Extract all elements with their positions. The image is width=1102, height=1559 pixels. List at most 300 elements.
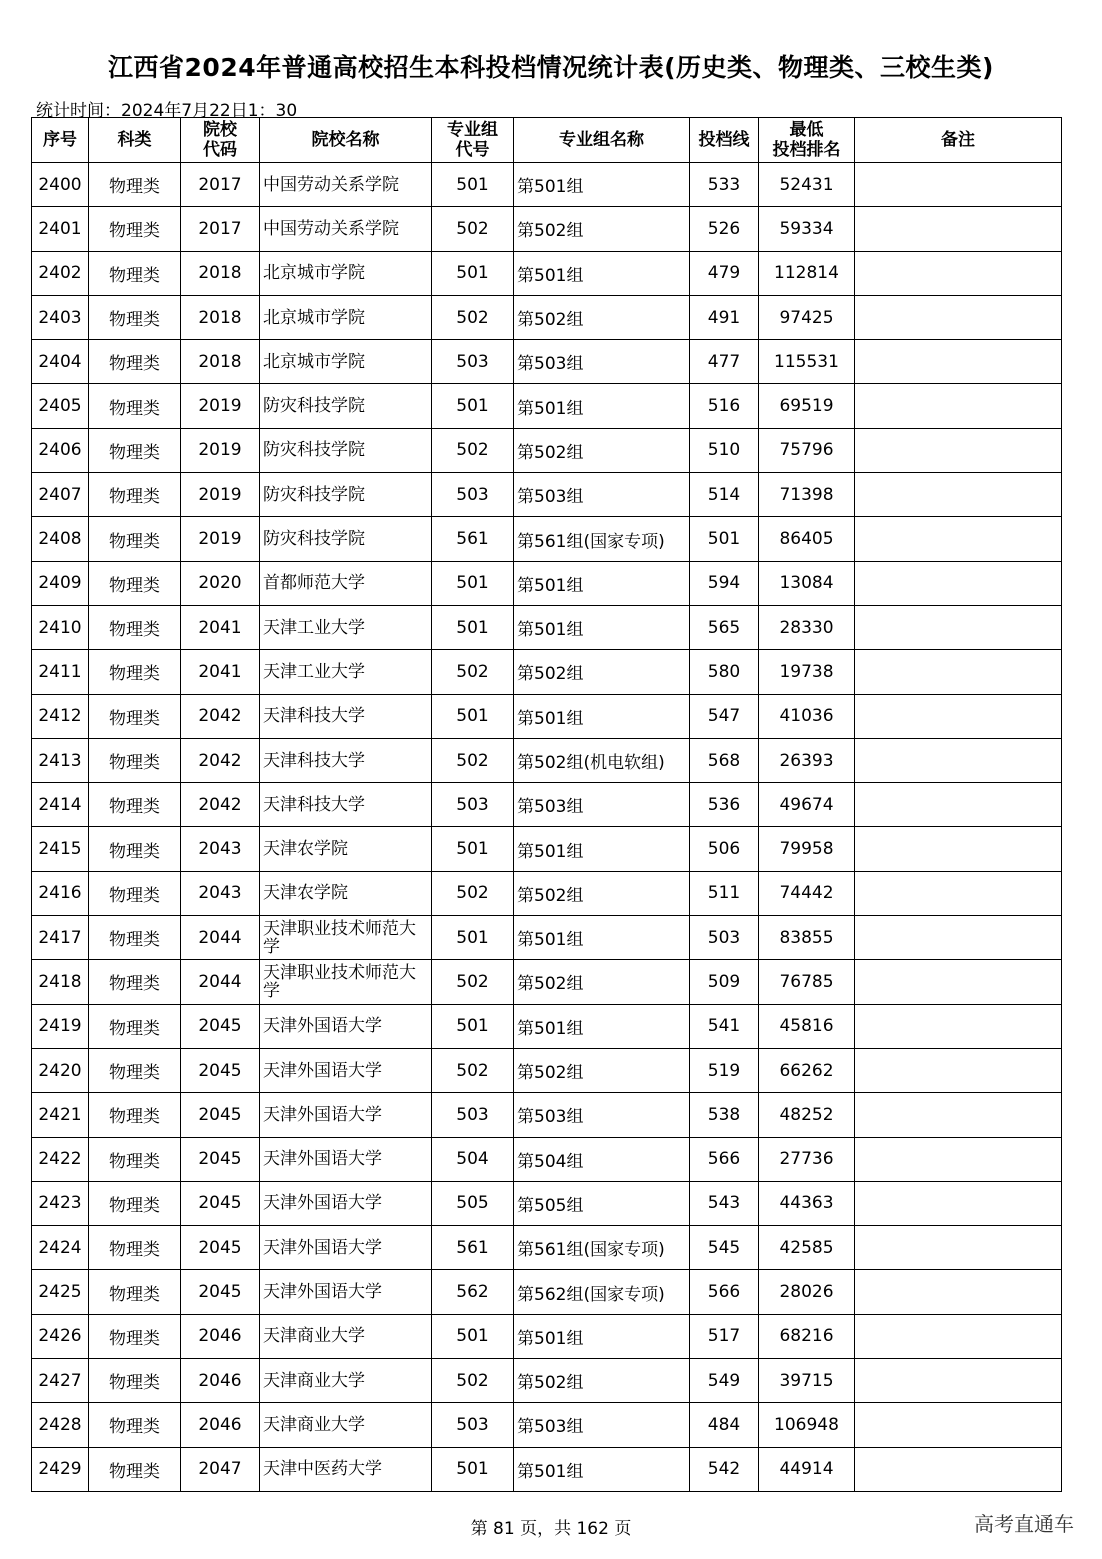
cell-school-name: 天津外国语大学 [260, 1048, 432, 1092]
table-row [32, 1447, 1062, 1491]
cell-category: 物理类 [89, 517, 181, 561]
cell-group-name: 第501组 [514, 827, 690, 871]
table-row [32, 517, 1062, 561]
cell-score: 568 [690, 738, 759, 782]
cell-group-name: 第502组 [514, 1359, 690, 1403]
cell-remark [855, 384, 1062, 428]
cell-school-name: 北京城市学院 [260, 295, 432, 339]
cell-category: 物理类 [89, 163, 181, 207]
cell-school-code: 2046 [181, 1403, 260, 1447]
cell-school-code: 2044 [181, 916, 260, 960]
cell-remark [855, 561, 1062, 605]
cell-remark [855, 1048, 1062, 1092]
cell-category: 物理类 [89, 1314, 181, 1358]
cell-category: 物理类 [89, 384, 181, 428]
cell-school-code: 2042 [181, 738, 260, 782]
cell-category: 物理类 [89, 1137, 181, 1181]
cell-category: 物理类 [89, 605, 181, 649]
cell-category: 物理类 [89, 738, 181, 782]
table-row [32, 960, 1062, 1004]
cell-group-name: 第502组 [514, 207, 690, 251]
cell-school-code: 2042 [181, 694, 260, 738]
cell-score: 477 [690, 340, 759, 384]
cell-category: 物理类 [89, 871, 181, 915]
cell-group-code: 501 [432, 916, 514, 960]
cell-school-name: 天津职业技术师范大学 [260, 960, 432, 1004]
header-rank-text: 最低 投档排名 [772, 120, 841, 160]
cell-group-name: 第501组 [514, 1314, 690, 1358]
cell-school-name: 防灾科技学院 [260, 428, 432, 472]
cell-category: 物理类 [89, 340, 181, 384]
table-row [32, 827, 1062, 871]
cell-group-name: 第503组 [514, 1403, 690, 1447]
cell-seq: 2414 [32, 783, 89, 827]
cell-seq: 2416 [32, 871, 89, 915]
cell-rank: 76785 [759, 960, 855, 1004]
cell-group-code: 502 [432, 207, 514, 251]
cell-seq: 2428 [32, 1403, 89, 1447]
cell-group-code: 503 [432, 1093, 514, 1137]
table-row [32, 1004, 1062, 1048]
cell-group-code: 561 [432, 1226, 514, 1270]
cell-seq: 2410 [32, 605, 89, 649]
cell-school-name: 天津外国语大学 [260, 1093, 432, 1137]
cell-rank: 59334 [759, 207, 855, 251]
cell-rank: 66262 [759, 1048, 855, 1092]
cell-seq: 2418 [32, 960, 89, 1004]
cell-remark [855, 1093, 1062, 1137]
table-row [32, 1270, 1062, 1314]
cell-score: 541 [690, 1004, 759, 1048]
cell-rank: 74442 [759, 871, 855, 915]
cell-group-name: 第502组 [514, 428, 690, 472]
cell-category: 物理类 [89, 960, 181, 1004]
cell-category: 物理类 [89, 783, 181, 827]
cell-school-code: 2018 [181, 340, 260, 384]
cell-category: 物理类 [89, 1447, 181, 1491]
cell-seq: 2412 [32, 694, 89, 738]
cell-seq: 2402 [32, 251, 89, 295]
cell-score: 503 [690, 916, 759, 960]
cell-group-name: 第502组 [514, 871, 690, 915]
cell-remark [855, 1447, 1062, 1491]
cell-seq: 2408 [32, 517, 89, 561]
cell-score: 501 [690, 517, 759, 561]
cell-group-name: 第503组 [514, 473, 690, 517]
cell-group-code: 501 [432, 561, 514, 605]
cell-group-name: 第501组 [514, 605, 690, 649]
cell-school-code: 2045 [181, 1226, 260, 1270]
cell-school-code: 2045 [181, 1048, 260, 1092]
cell-school-code: 2020 [181, 561, 260, 605]
cell-remark [855, 1004, 1062, 1048]
cell-seq: 2419 [32, 1004, 89, 1048]
cell-school-name: 天津科技大学 [260, 694, 432, 738]
cell-seq: 2425 [32, 1270, 89, 1314]
cell-school-name: 天津外国语大学 [260, 1004, 432, 1048]
cell-group-code: 502 [432, 295, 514, 339]
cell-seq: 2407 [32, 473, 89, 517]
cell-seq: 2417 [32, 916, 89, 960]
table-row [32, 163, 1062, 207]
cell-rank: 26393 [759, 738, 855, 782]
cell-group-code: 501 [432, 1004, 514, 1048]
cell-group-name: 第501组 [514, 916, 690, 960]
cell-rank: 79958 [759, 827, 855, 871]
cell-school-code: 2045 [181, 1137, 260, 1181]
cell-score: 549 [690, 1359, 759, 1403]
table-row [32, 207, 1062, 251]
table-row [32, 605, 1062, 649]
cell-school-name: 中国劳动关系学院 [260, 163, 432, 207]
table-row [32, 251, 1062, 295]
cell-remark [855, 650, 1062, 694]
cell-school-code: 2019 [181, 384, 260, 428]
cell-group-code: 501 [432, 384, 514, 428]
header-group-code-text: 专业组 代号 [447, 120, 498, 160]
cell-seq: 2406 [32, 428, 89, 472]
cell-rank: 71398 [759, 473, 855, 517]
table-row [32, 295, 1062, 339]
cell-group-code: 503 [432, 1403, 514, 1447]
cell-remark [855, 1314, 1062, 1358]
cell-school-code: 2042 [181, 783, 260, 827]
cell-score: 565 [690, 605, 759, 649]
header-group-name: 专业组名称 [514, 118, 690, 163]
cell-school-code: 2045 [181, 1181, 260, 1225]
cell-rank: 48252 [759, 1093, 855, 1137]
cell-group-name: 第501组 [514, 251, 690, 295]
cell-seq: 2403 [32, 295, 89, 339]
cell-seq: 2411 [32, 650, 89, 694]
cell-category: 物理类 [89, 207, 181, 251]
cell-rank: 69519 [759, 384, 855, 428]
cell-seq: 2400 [32, 163, 89, 207]
cell-score: 509 [690, 960, 759, 1004]
cell-group-name: 第502组(机电软组) [514, 738, 690, 782]
cell-seq: 2409 [32, 561, 89, 605]
cell-group-name: 第502组 [514, 960, 690, 1004]
cell-rank: 44363 [759, 1181, 855, 1225]
cell-rank: 97425 [759, 295, 855, 339]
cell-category: 物理类 [89, 1004, 181, 1048]
cell-group-name: 第562组(国家专项) [514, 1270, 690, 1314]
table-row [32, 384, 1062, 428]
cell-group-code: 502 [432, 1359, 514, 1403]
cell-group-code: 502 [432, 738, 514, 782]
cell-seq: 2426 [32, 1314, 89, 1358]
cell-group-code: 502 [432, 650, 514, 694]
cell-group-name: 第504组 [514, 1137, 690, 1181]
header-school-code-text: 院校 代码 [203, 120, 237, 160]
cell-school-code: 2047 [181, 1447, 260, 1491]
cell-remark [855, 605, 1062, 649]
table-row [32, 1314, 1062, 1358]
cell-rank: 75796 [759, 428, 855, 472]
cell-remark [855, 473, 1062, 517]
table-row [32, 1137, 1062, 1181]
cell-school-code: 2046 [181, 1359, 260, 1403]
cell-remark [855, 916, 1062, 960]
cell-remark [855, 340, 1062, 384]
cell-score: 547 [690, 694, 759, 738]
cell-group-code: 501 [432, 1314, 514, 1358]
header-category: 科类 [89, 118, 181, 163]
cell-score: 506 [690, 827, 759, 871]
cell-group-name: 第561组(国家专项) [514, 1226, 690, 1270]
cell-school-code: 2017 [181, 163, 260, 207]
table-row [32, 428, 1062, 472]
cell-school-name: 天津农学院 [260, 871, 432, 915]
cell-group-name: 第505组 [514, 1181, 690, 1225]
cell-remark [855, 1270, 1062, 1314]
cell-school-name: 天津工业大学 [260, 650, 432, 694]
table-row [32, 783, 1062, 827]
cell-rank: 41036 [759, 694, 855, 738]
cell-group-code: 505 [432, 1181, 514, 1225]
cell-remark [855, 1403, 1062, 1447]
cell-group-code: 501 [432, 694, 514, 738]
cell-seq: 2401 [32, 207, 89, 251]
cell-group-code: 503 [432, 340, 514, 384]
cell-category: 物理类 [89, 1048, 181, 1092]
cell-seq: 2404 [32, 340, 89, 384]
cell-group-code: 502 [432, 960, 514, 1004]
cell-score: 484 [690, 1403, 759, 1447]
cell-category: 物理类 [89, 1359, 181, 1403]
cell-category: 物理类 [89, 1181, 181, 1225]
cell-category: 物理类 [89, 251, 181, 295]
cell-school-name: 天津外国语大学 [260, 1137, 432, 1181]
cell-school-name: 天津中医药大学 [260, 1447, 432, 1491]
cell-school-name: 防灾科技学院 [260, 473, 432, 517]
cell-score: 566 [690, 1137, 759, 1181]
cell-group-name: 第501组 [514, 163, 690, 207]
cell-group-code: 501 [432, 163, 514, 207]
cell-school-code: 2043 [181, 827, 260, 871]
cell-school-code: 2043 [181, 871, 260, 915]
cell-school-code: 2046 [181, 1314, 260, 1358]
cell-school-name: 天津商业大学 [260, 1403, 432, 1447]
table-row [32, 916, 1062, 960]
cell-school-code: 2019 [181, 428, 260, 472]
cell-rank: 83855 [759, 916, 855, 960]
cell-category: 物理类 [89, 827, 181, 871]
cell-category: 物理类 [89, 1270, 181, 1314]
cell-school-name: 天津职业技术师范大学 [260, 916, 432, 960]
cell-category: 物理类 [89, 694, 181, 738]
cell-seq: 2429 [32, 1447, 89, 1491]
cell-group-name: 第561组(国家专项) [514, 517, 690, 561]
cell-score: 594 [690, 561, 759, 605]
cell-seq: 2422 [32, 1137, 89, 1181]
cell-rank: 42585 [759, 1226, 855, 1270]
cell-rank: 86405 [759, 517, 855, 561]
cell-school-name: 天津外国语大学 [260, 1226, 432, 1270]
cell-rank: 19738 [759, 650, 855, 694]
table-row [32, 1359, 1062, 1403]
table-body [32, 163, 1062, 1492]
table-row [32, 473, 1062, 517]
cell-school-name: 天津科技大学 [260, 738, 432, 782]
cell-school-code: 2041 [181, 605, 260, 649]
header-school-code [181, 118, 260, 163]
cell-remark [855, 827, 1062, 871]
cell-group-code: 503 [432, 783, 514, 827]
cell-group-code: 502 [432, 871, 514, 915]
cell-score: 533 [690, 163, 759, 207]
header-remark: 备注 [855, 118, 1062, 163]
cell-score: 491 [690, 295, 759, 339]
page-footer: 第 81 页，共 162 页 [470, 1519, 632, 1539]
cell-rank: 52431 [759, 163, 855, 207]
cell-score: 536 [690, 783, 759, 827]
cell-seq: 2420 [32, 1048, 89, 1092]
header-group-code [432, 118, 514, 163]
cell-rank: 13084 [759, 561, 855, 605]
header-score: 投档线 [690, 118, 759, 163]
cell-school-code: 2018 [181, 251, 260, 295]
cell-rank: 49674 [759, 783, 855, 827]
cell-school-code: 2045 [181, 1270, 260, 1314]
cell-group-code: 501 [432, 827, 514, 871]
table-row [32, 1403, 1062, 1447]
cell-seq: 2413 [32, 738, 89, 782]
cell-school-code: 2044 [181, 960, 260, 1004]
cell-score: 511 [690, 871, 759, 915]
cell-score: 543 [690, 1181, 759, 1225]
cell-school-name: 中国劳动关系学院 [260, 207, 432, 251]
cell-rank: 39715 [759, 1359, 855, 1403]
cell-group-name: 第503组 [514, 783, 690, 827]
cell-category: 物理类 [89, 1226, 181, 1270]
cell-remark [855, 1181, 1062, 1225]
table-row [32, 561, 1062, 605]
cell-school-name: 防灾科技学院 [260, 517, 432, 561]
cell-category: 物理类 [89, 916, 181, 960]
table-row [32, 1093, 1062, 1137]
cell-group-name: 第503组 [514, 340, 690, 384]
table-row [32, 738, 1062, 782]
cell-score: 510 [690, 428, 759, 472]
cell-remark [855, 251, 1062, 295]
cell-remark [855, 1137, 1062, 1181]
cell-category: 物理类 [89, 1403, 181, 1447]
cell-school-name: 天津工业大学 [260, 605, 432, 649]
cell-group-code: 561 [432, 517, 514, 561]
cell-rank: 27736 [759, 1137, 855, 1181]
cell-score: 514 [690, 473, 759, 517]
cell-remark [855, 960, 1062, 1004]
header-seq: 序号 [32, 118, 89, 163]
cell-group-name: 第502组 [514, 295, 690, 339]
cell-remark [855, 295, 1062, 339]
cell-school-name: 天津农学院 [260, 827, 432, 871]
cell-score: 538 [690, 1093, 759, 1137]
cell-rank: 68216 [759, 1314, 855, 1358]
cell-group-name: 第501组 [514, 1447, 690, 1491]
cell-remark [855, 428, 1062, 472]
cell-group-name: 第502组 [514, 650, 690, 694]
cell-remark [855, 207, 1062, 251]
cell-group-code: 501 [432, 251, 514, 295]
table-row [32, 1181, 1062, 1225]
cell-score: 526 [690, 207, 759, 251]
cell-group-code: 501 [432, 605, 514, 649]
cell-remark [855, 517, 1062, 561]
cell-group-name: 第501组 [514, 561, 690, 605]
cell-remark [855, 738, 1062, 782]
cell-school-code: 2045 [181, 1004, 260, 1048]
cell-group-name: 第501组 [514, 1004, 690, 1048]
cell-school-name: 天津商业大学 [260, 1314, 432, 1358]
cell-rank: 44914 [759, 1447, 855, 1491]
cell-rank: 28026 [759, 1270, 855, 1314]
cell-group-name: 第501组 [514, 694, 690, 738]
cell-rank: 115531 [759, 340, 855, 384]
cell-school-name: 天津科技大学 [260, 783, 432, 827]
cell-school-name: 天津外国语大学 [260, 1181, 432, 1225]
cell-rank: 106948 [759, 1403, 855, 1447]
cell-seq: 2421 [32, 1093, 89, 1137]
cell-seq: 2427 [32, 1359, 89, 1403]
table-row [32, 1226, 1062, 1270]
cell-school-code: 2041 [181, 650, 260, 694]
cell-school-name: 防灾科技学院 [260, 384, 432, 428]
cell-seq: 2423 [32, 1181, 89, 1225]
cell-group-code: 502 [432, 1048, 514, 1092]
cell-remark [855, 871, 1062, 915]
cell-group-code: 503 [432, 473, 514, 517]
cell-remark [855, 783, 1062, 827]
cell-category: 物理类 [89, 1093, 181, 1137]
cell-seq: 2405 [32, 384, 89, 428]
cell-school-code: 2017 [181, 207, 260, 251]
cell-group-code: 501 [432, 1447, 514, 1491]
cell-remark [855, 694, 1062, 738]
cell-rank: 45816 [759, 1004, 855, 1048]
table-header-row [32, 118, 1062, 163]
cell-group-name: 第503组 [514, 1093, 690, 1137]
table-row [32, 340, 1062, 384]
cell-remark [855, 1226, 1062, 1270]
brand-watermark: 高考直通车 [974, 1512, 1074, 1536]
cell-category: 物理类 [89, 561, 181, 605]
cell-school-code: 2019 [181, 473, 260, 517]
cell-category: 物理类 [89, 428, 181, 472]
cell-group-name: 第501组 [514, 384, 690, 428]
header-rank [759, 118, 855, 163]
table-row [32, 871, 1062, 915]
header-school-name: 院校名称 [260, 118, 432, 163]
cell-score: 542 [690, 1447, 759, 1491]
page-title: 江西省2024年普通高校招生本科投档情况统计表(历史类、物理类、三校生类) [108, 53, 994, 82]
cell-seq: 2424 [32, 1226, 89, 1270]
cell-rank: 28330 [759, 605, 855, 649]
cell-score: 516 [690, 384, 759, 428]
table-row [32, 1048, 1062, 1092]
cell-school-code: 2019 [181, 517, 260, 561]
cell-category: 物理类 [89, 650, 181, 694]
cell-rank: 112814 [759, 251, 855, 295]
cell-score: 479 [690, 251, 759, 295]
cell-remark [855, 1359, 1062, 1403]
stat-time: 统计时间：2024年7月22日1：30 [36, 101, 298, 121]
cell-group-code: 562 [432, 1270, 514, 1314]
cell-score: 545 [690, 1226, 759, 1270]
cell-score: 566 [690, 1270, 759, 1314]
cell-school-name: 北京城市学院 [260, 340, 432, 384]
